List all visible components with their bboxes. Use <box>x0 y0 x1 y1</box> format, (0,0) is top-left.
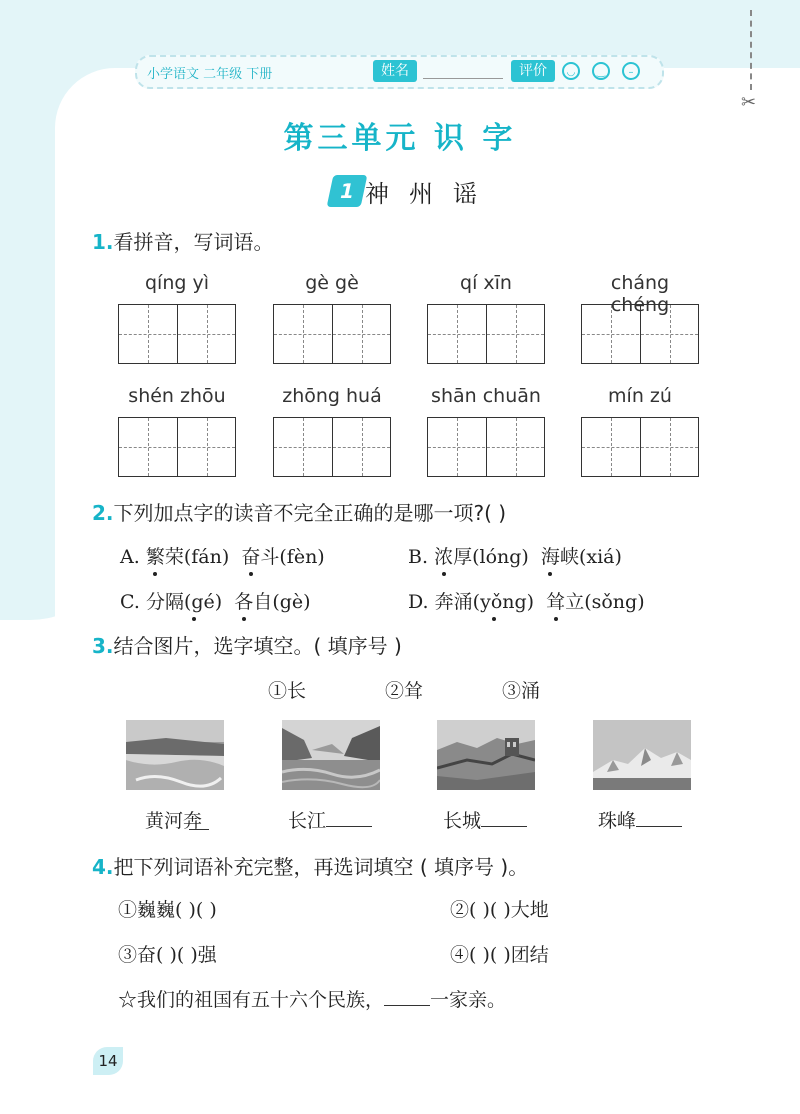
question-number: 1. <box>92 230 114 254</box>
name-label: 姓名 <box>373 60 417 82</box>
pinyin-label: qí xīn <box>460 272 512 294</box>
unit-title: 第三单元 识 字 <box>283 121 517 156</box>
pinyin-label: qíng yì <box>144 272 209 294</box>
caption-text: 长城 <box>443 810 482 832</box>
writing-grid[interactable] <box>427 417 545 477</box>
question-2-title <box>92 497 506 526</box>
question-text: 把下列词语补充完整，再选词填空 ( 填序号 )。 <box>113 855 529 879</box>
dotted-word: 隔(gé) <box>164 591 223 613</box>
smile-face-icon[interactable]: ◡ <box>562 62 580 80</box>
evaluation-label: 评价 <box>511 60 555 82</box>
dotted-char: 繁 <box>145 546 165 568</box>
option-word: 斗(fèn) <box>260 546 325 568</box>
scissors-icon: ✂ <box>741 92 757 113</box>
option-letter: D. <box>408 591 429 613</box>
yangtze-river-photo <box>282 720 380 790</box>
header-bar <box>135 55 664 89</box>
caption-text: 珠峰 <box>598 810 637 832</box>
answer-blank[interactable] <box>384 989 430 1006</box>
option-word: 厚(lóng) <box>453 546 529 568</box>
answer-blank[interactable] <box>189 829 209 830</box>
question-text: 结合图片，选字填空。( 填序号 ) <box>113 634 402 658</box>
course-label: 小学语文 二年级 下册 <box>147 67 273 82</box>
dotted-char: 浓 <box>434 546 454 568</box>
writing-grid[interactable] <box>118 417 236 477</box>
question-text: 看拼音，写词语。 <box>113 230 274 254</box>
option-c[interactable] <box>120 587 311 614</box>
option-word: 荣(fán) <box>164 546 230 568</box>
option-letter: C. <box>120 591 140 613</box>
writing-grid[interactable] <box>118 304 236 364</box>
dotted-word: 涌(yǒng) <box>453 591 535 613</box>
answer-blank[interactable] <box>481 810 527 827</box>
option-word: 峡(xiá) <box>559 546 622 568</box>
choice-2: ②耸 <box>385 680 424 702</box>
answer-blank[interactable] <box>326 810 372 827</box>
option-d[interactable] <box>408 587 645 614</box>
caption-text: 长江 <box>288 810 327 832</box>
question-text: 下列加点字的读音不完全正确的是哪一项?( ) <box>113 501 507 525</box>
plain-face-icon[interactable]: – <box>622 62 640 80</box>
page-number: 14 <box>93 1047 123 1075</box>
dotted-char: 各 <box>234 591 254 613</box>
lesson-title: 神州谣 <box>365 180 497 208</box>
caption-great-wall <box>443 806 527 833</box>
option-letter: B. <box>408 546 429 568</box>
pinyin-label: zhōng huá <box>282 385 382 407</box>
option-letter: A. <box>120 546 140 568</box>
question-1-title <box>92 226 274 255</box>
question-number: 3. <box>92 634 114 658</box>
pinyin-label: cháng chéng <box>610 272 670 316</box>
sentence-start: ☆我们的祖国有五十六个民族， <box>118 989 385 1011</box>
writing-grid[interactable] <box>273 304 391 364</box>
pinyin-label: mín zú <box>608 385 672 407</box>
sentence-end: 一家亲。 <box>430 989 507 1011</box>
answer-blank[interactable] <box>636 810 682 827</box>
fill-item-1[interactable]: ①巍巍( )( ) <box>118 899 217 921</box>
caption-text: 黄河奔 <box>145 810 203 832</box>
option-char: 奔 <box>434 591 454 613</box>
writing-grid[interactable] <box>581 304 699 364</box>
option-word: 立(sǒng) <box>565 591 645 613</box>
fill-item-4[interactable]: ④( )( )团结 <box>450 944 549 966</box>
writing-grid[interactable] <box>273 417 391 477</box>
fill-item-2[interactable]: ②( )( )大地 <box>450 899 549 921</box>
writing-grid[interactable] <box>581 417 699 477</box>
neutral-face-icon[interactable]: ‿ <box>592 62 610 80</box>
everest-photo <box>593 720 691 790</box>
option-b[interactable] <box>408 542 622 569</box>
pinyin-label: gè gè <box>305 272 359 294</box>
dotted-char: 耸 <box>546 591 566 613</box>
question-3-title <box>92 630 402 659</box>
lesson-number-badge: 1 <box>327 175 368 207</box>
fill-item-3[interactable]: ③奋( )( )强 <box>118 944 217 966</box>
great-wall-photo <box>437 720 535 790</box>
caption-yangtze <box>288 806 372 833</box>
option-a[interactable] <box>120 542 325 569</box>
choice-3: ③涌 <box>502 680 541 702</box>
option-char: 分 <box>145 591 165 613</box>
pinyin-label: shān chuān <box>431 385 541 407</box>
fill-sentence <box>118 985 506 1012</box>
question-number: 4. <box>92 855 114 879</box>
name-field[interactable] <box>423 78 503 79</box>
pinyin-label: shén zhōu <box>128 385 226 407</box>
option-word: 自(gè) <box>253 591 311 613</box>
caption-everest <box>598 806 682 833</box>
question-4-title <box>92 851 528 880</box>
dotted-char: 奋 <box>241 546 261 568</box>
dotted-char: 海 <box>540 546 560 568</box>
choice-1: ①长 <box>268 680 307 702</box>
cut-line <box>750 10 752 90</box>
writing-grid[interactable] <box>427 304 545 364</box>
question-number: 2. <box>92 501 114 525</box>
yellow-river-photo <box>126 720 224 790</box>
